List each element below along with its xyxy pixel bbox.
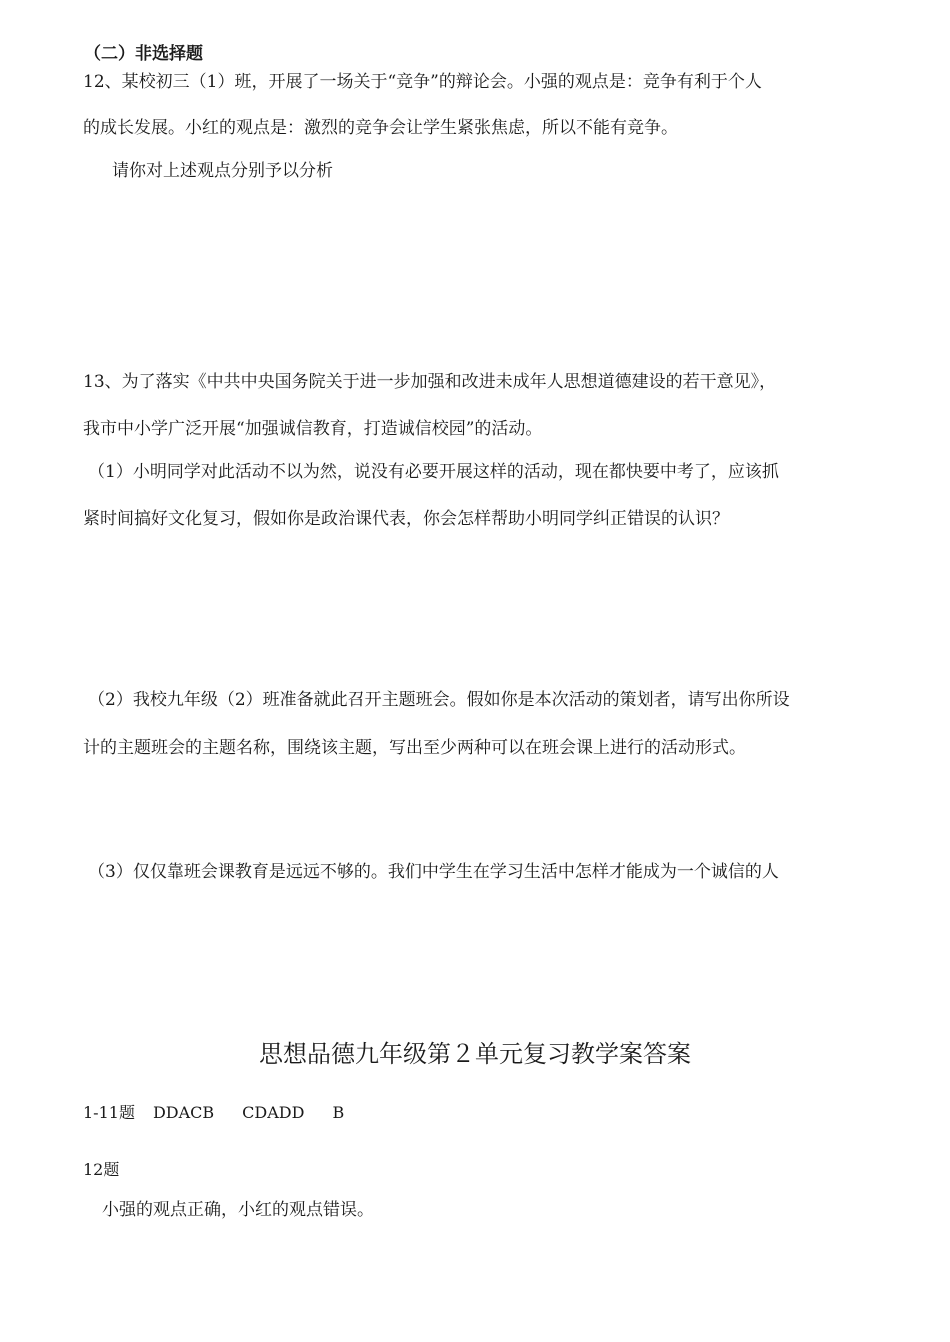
q13-part1-line-2: 紧时间搞好文化复习，假如你是政治课代表，你会怎样帮助小明同学纠正错误的认识？ (83, 509, 729, 529)
q13-part2-line-1: （2）我校九年级（2）班准备就此召开主题班会。假如你是本次活动的策划者，请写出你所设 (88, 690, 790, 710)
answers-q12-label: 12题 (83, 1160, 120, 1179)
q12-prompt: 请你对上述观点分别予以分析 (112, 161, 333, 181)
answers-mc-label: 1-11题 (83, 1103, 135, 1122)
answers-mc-group-3: B (332, 1103, 345, 1122)
section-heading: （二）非选择题 (84, 44, 203, 64)
q12-line-1: 12、某校初三（1）班，开展了一场关于“竞争”的辩论会。小强的观点是：竞争有利于个人 (83, 72, 762, 92)
answers-mc-group-2: CDADD (242, 1103, 305, 1122)
q12-line-2: 的成长发展。小红的观点是：激烈的竞争会让学生紧张焦虑，所以不能有竞争。 (83, 118, 678, 138)
answers-title: 思想品德九年级第２单元复习教学案答案 (259, 1040, 691, 1068)
answers-q12-text: 小强的观点正确，小红的观点错误。 (102, 1200, 374, 1220)
answers-mc-group-1: DDACB (152, 1103, 215, 1122)
q13-part1-line-1: （1）小明同学对此活动不以为然，说没有必要开展这样的活动，现在都快要中考了，应该抓 (88, 462, 779, 482)
q13-part3-line-1: （3）仅仅靠班会课教育是远远不够的。我们中学生在学习生活中怎样才能成为一个诚信的人 (88, 862, 779, 882)
q13-part2-line-2: 计的主题班会的主题名称，围绕该主题，写出至少两种可以在班会课上进行的活动形式。 (83, 738, 746, 758)
answers-mc-row (83, 1103, 344, 1123)
q13-line-2: 我市中小学广泛开展“加强诚信教育，打造诚信校园”的活动。 (83, 419, 543, 439)
q13-line-1: 13、为了落实《中共中央国务院关于进一步加强和改进未成年人思想道德建设的若干意见》， (83, 372, 777, 392)
